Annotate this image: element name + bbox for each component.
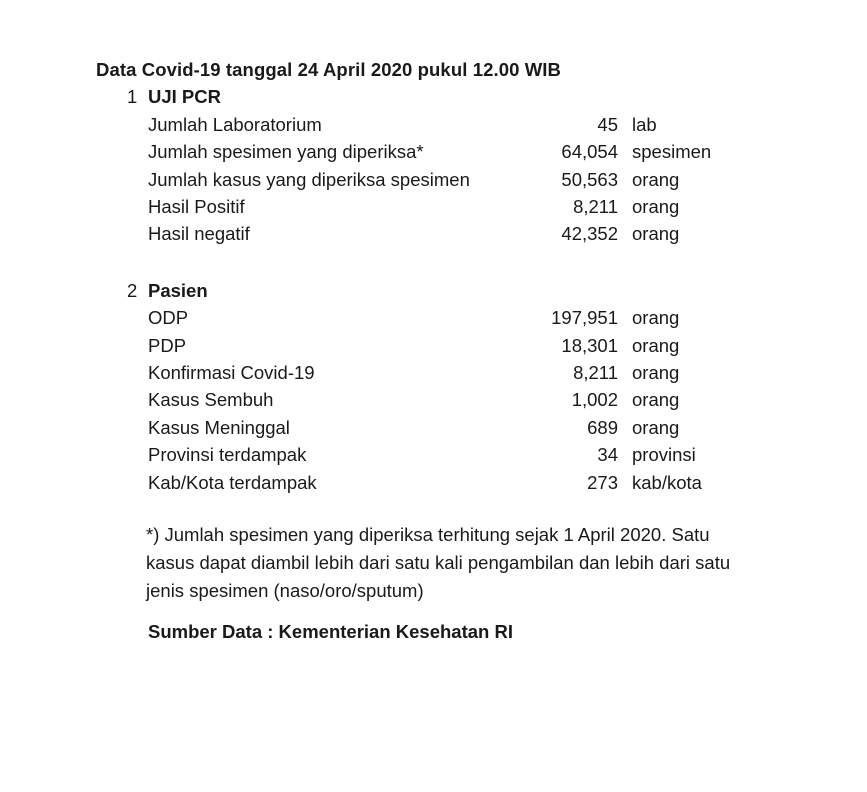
row-value: 64,054 xyxy=(561,141,618,163)
table-row xyxy=(148,138,776,165)
row-unit: provinsi xyxy=(632,444,696,466)
row-value: 1,002 xyxy=(571,389,618,411)
footnote-gap xyxy=(96,496,776,521)
source-gap xyxy=(96,605,776,618)
row-value: 45 xyxy=(597,113,618,135)
section-number: 2 xyxy=(127,279,138,301)
row-value: 8,211 xyxy=(573,362,618,384)
row-unit: orang xyxy=(632,389,680,411)
table-row xyxy=(148,332,776,359)
row-label: Konfirmasi Covid-19 xyxy=(148,362,315,384)
row-unit: orang xyxy=(632,362,680,384)
table-row xyxy=(148,220,776,247)
footnote-line: jenis spesimen (naso/oro/sputum) xyxy=(146,580,424,602)
row-value: 197,951 xyxy=(551,307,618,329)
row-label: PDP xyxy=(148,334,187,356)
row-unit: orang xyxy=(632,223,680,245)
footnote-line: kasus dapat diambil lebih dari satu kali pengambilan dan lebih dari satu xyxy=(146,552,731,574)
row-label: Provinsi terdampak xyxy=(148,444,307,466)
row-unit: orang xyxy=(632,307,680,329)
row-value: 8,211 xyxy=(573,196,618,218)
data-source: Sumber Data : Kementerian Kesehatan RI xyxy=(148,621,513,643)
footnote-line: *) Jumlah spesimen yang diperiksa terhitung sejak 1 April 2020. Satu xyxy=(146,524,710,546)
table-row xyxy=(148,414,776,441)
table-row xyxy=(148,166,776,193)
row-value: 42,352 xyxy=(561,223,618,245)
row-value: 34 xyxy=(597,444,618,466)
footnote xyxy=(146,521,776,605)
row-label: Hasil negatif xyxy=(148,223,250,245)
table-row xyxy=(148,386,776,413)
row-value: 689 xyxy=(587,416,618,438)
section-gap xyxy=(96,248,776,277)
row-unit: orang xyxy=(632,196,680,218)
table-row xyxy=(148,359,776,386)
section-heading-uji-pcr xyxy=(127,83,776,110)
row-label: Hasil Positif xyxy=(148,196,245,218)
row-value: 18,301 xyxy=(561,334,618,356)
table-row xyxy=(148,111,776,138)
row-label: Kab/Kota terdampak xyxy=(148,471,317,493)
table-row xyxy=(148,193,776,220)
table-row xyxy=(148,469,776,496)
row-label: Jumlah Laboratorium xyxy=(148,113,322,135)
row-value: 273 xyxy=(587,471,618,493)
section-name: UJI PCR xyxy=(148,86,221,108)
document-title: Data Covid-19 tanggal 24 April 2020 pukul 12.00 WIB xyxy=(96,59,561,80)
table-row xyxy=(148,441,776,468)
covid-data-document xyxy=(96,56,776,646)
row-unit: orang xyxy=(632,168,680,190)
row-unit: lab xyxy=(632,113,657,135)
row-unit: orang xyxy=(632,334,680,356)
row-unit: kab/kota xyxy=(632,471,702,493)
row-label: Kasus Meninggal xyxy=(148,416,290,438)
row-unit: orang xyxy=(632,416,680,438)
table-row xyxy=(148,304,776,331)
section-heading-pasien xyxy=(127,277,776,304)
section-number: 1 xyxy=(127,86,138,108)
row-label: Kasus Sembuh xyxy=(148,389,274,411)
row-label: Jumlah spesimen yang diperiksa* xyxy=(148,141,424,163)
section-name: Pasien xyxy=(148,279,208,301)
row-value: 50,563 xyxy=(561,168,618,190)
row-unit: spesimen xyxy=(632,141,712,163)
row-label: ODP xyxy=(148,307,189,329)
row-label: Jumlah kasus yang diperiksa spesimen xyxy=(148,168,470,190)
